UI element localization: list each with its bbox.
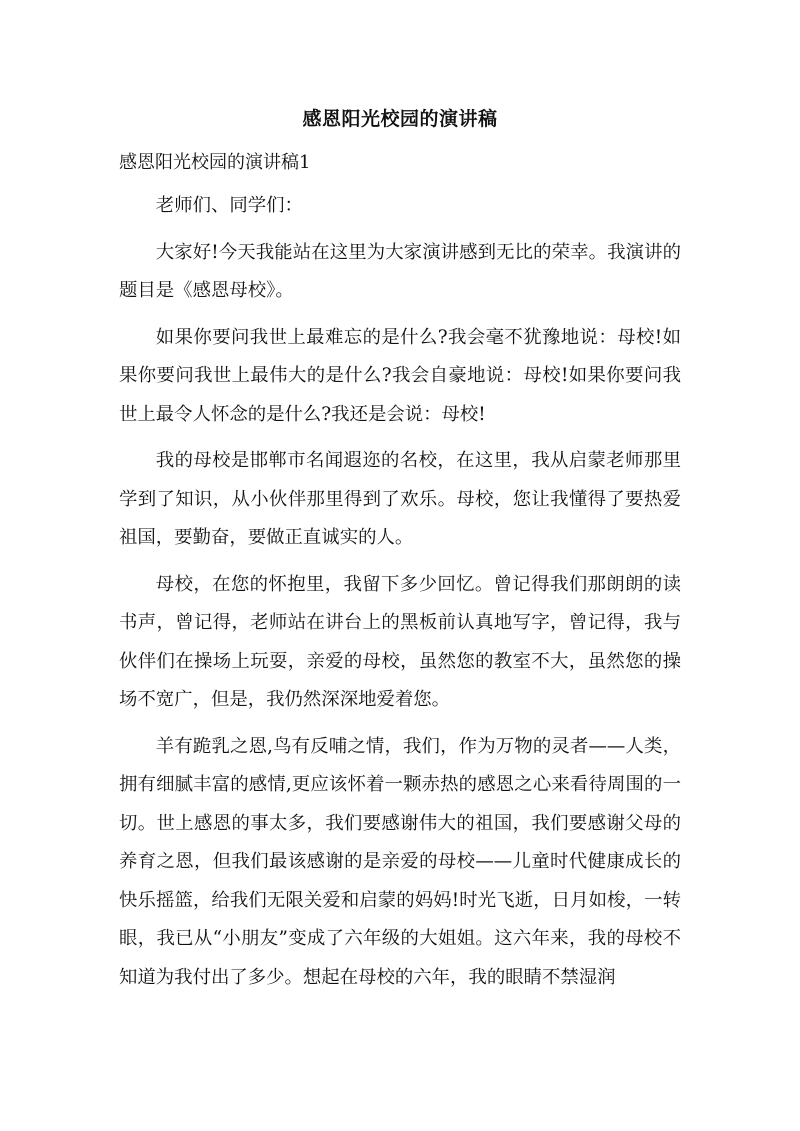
paragraph-opening: 大家好!今天我能站在这里为大家演讲感到无比的荣幸。我演讲的题目是《感恩母校》。: [119, 241, 681, 301]
paragraph-school: 我的母校是邯郸市名闻遐迩的名校，在这里，我从启蒙老师那里学到了知识，从小伙伴那里得到了欢乐。母校，您让我懂得了要热爱祖国，要勤奋，要做正直诚实的人。: [119, 450, 681, 548]
paragraph-questions: 如果你要问我世上最难忘的是什么?我会毫不犹豫地说：母校!如果你要问我世上最伟大的是什么?我会自豪地说：母校!如果你要问我世上最令人怀念的是什么?我还是会说：母校!: [119, 326, 681, 425]
paragraph-gratitude: 羊有跪乳之恩,鸟有反哺之情，我们，作为万物的灵者——人类，拥有细腻丰富的感情,更应该怀着一颗赤热的感恩之心来看待周围的一切。世上感恩的事太多，我们要感谢伟大的祖国，我们要感谢父母的养育之恩，但我们最该感谢的是亲爱的母校——儿童时代健康成长的快乐摇篮，给我们无限关爱和启蒙的妈妈!时光飞逝，日月如梭，一转眼，我已从“小朋友”变成了六年级的大姐姐。这六年来，我的母校不知道为我付出了多少。想起在母校的六年，我的眼睛不禁湿润: [119, 735, 681, 988]
paragraph-greeting: 老师们、同学们：: [155, 195, 303, 216]
document-subtitle: 感恩阳光校园的演讲稿1: [119, 152, 311, 173]
paragraph-memories: 母校，在您的怀抱里，我留下多少回忆。曾记得我们那朗朗的读书声，曾记得，老师站在讲台上的黑板前认真地写字，曾记得，我与伙伴们在操场上玩耍，亲爱的母校，虽然您的教室不大，虽然您的操场不宽广，但是，我仍然深深地爱着您。: [119, 573, 681, 710]
document-body: [119, 187, 681, 1005]
document-title: 感恩阳光校园的演讲稿: [302, 108, 498, 130]
